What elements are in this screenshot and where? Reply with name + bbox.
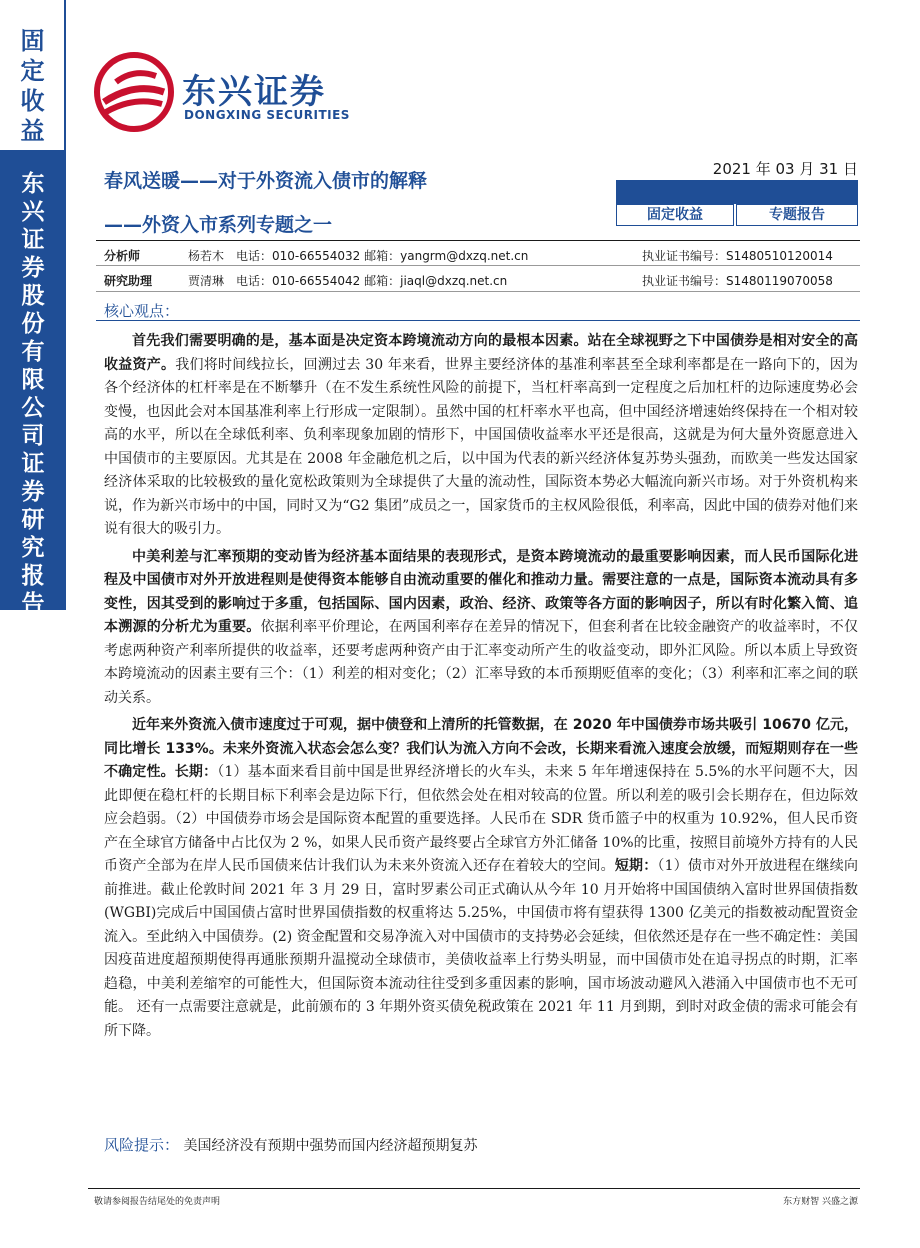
logo-en-text: DONGXING SECURITIES	[184, 108, 350, 122]
report-subtitle: ——外资入市系列专题之一	[104, 214, 333, 236]
paragraph-1	[104, 330, 858, 542]
p3-bold2: 短期：	[614, 858, 658, 874]
p2-text: 依据利率平价理论，在两国利率存在差异的情况下，但套利者在比较金融资产的收益率时，不仅考虑两种资产利率所提供的收益率，还要考虑两种资产由于汇率变动所产生的收益变动，即外汇风险。所以本质上导致资本跨境流动的因素主要有三个：（1）利差的相对变化；（2）汇率导致的本币预期贬值率的变化；（3）利率和汇率之间的联动关系。	[104, 619, 859, 706]
paragraph-3	[104, 714, 858, 1043]
footer-slogan: 东方财智 兴盛之源	[783, 1197, 858, 1207]
report-date: 2021 年 03 月 31 日	[712, 160, 858, 178]
p3-bold: 近年来外资流入债市速度过于可观，据中债登和上清所的托管数据，在 2020 年中国债券市场共吸引 10670 亿元，同比增长 133%。未来外资流入状态会怎么变？我们认为流入方向不会改，长期来看流入速度会放缓，而短期则存在一些不确定性。长期：	[104, 717, 858, 780]
risk-label: 风险提示：	[104, 1136, 180, 1154]
analyst-contact: 电话：010-66554042 邮箱：jiaql@dxzq.net.cn	[236, 274, 508, 288]
core-points-heading: 核心观点：	[104, 302, 180, 320]
p3-text2: （1）债市对外开放进程在继续向前推进。截止伦敦时间 2021 年 3 月 29 日，富时罗素公司正式确认从今年 10 月开始将中国国债纳入富时世界国债指数(WGBI)完成后中国国债占富时世界国债指数的权重将达 5.25%，中国债市将有望获得 1300 亿美元的指数被动配置资金流入。至此纳入中国债券。(2) 资金配置和交易净流入对中国债市的支持势必会延续，但依然还是存在一些不确定性：美国因疫苗进度超预期使得再通胀预期升温搅动全球债市，美债收益率上行势头明显，而中国债市处在追寻拐点的时期，汇率趋稳，中美利差缩窄的可能性大，但国际资本流动往往受到多重因素的影响，国市场波动避风入港涌入中国债市也不无可能。 还有一点需要注意就是，此前颁布的 3 年期外资买债免税政策在 2021 年 11 月到期，到时对政金债的需求可能会有所下降。	[104, 858, 858, 1039]
p3-text: （1）基本面来看目前中国是世界经济增长的火车头，未来 5 年年增速保持在 5.5%的水平问题不大，因此即便在稳杠杆的长期目标下利率会是边际下行，但依然会处在相对较高的位置。所以利差的吸引会长期存在，但边际效应会趋弱。（2）中国债券市场会是国际资本配置的重要选择。人民币在 SDR 货币篮子中的权重为 10.92%，但人民币资产在全球官方储备中占比仅为 2 %，如果人民币资产最终要占全球官方外汇储备 10%的比重，按照目前境外方持有的人民币资产全部为在岸人民币国债来估计我们认为未来外资流入还存在着较大的空间。	[104, 764, 858, 874]
tag-special-report: 专题报告	[736, 204, 858, 226]
analyst-table	[96, 240, 860, 292]
sidebar-category-panel	[0, 0, 66, 150]
sidebar-company-report: 东兴证券股份有限公司证券研究报告	[21, 171, 45, 617]
analyst-row	[96, 266, 860, 292]
footer-divider	[88, 1188, 860, 1189]
report-title: 春风送暖——对于外资流入债市的解释	[104, 170, 428, 192]
logo-cn-text: 东兴证券	[182, 72, 326, 112]
core-divider	[96, 320, 860, 321]
risk-warning	[104, 1134, 477, 1155]
p1-bold: 首先我们需要明确的是，基本面是决定资本跨境流动方向的最根本因素。站在全球视野之下中国债券是相对安全的高收益资产。	[104, 333, 858, 373]
report-body	[104, 330, 858, 1047]
sidebar-company-panel	[0, 150, 66, 617]
p2-bold: 中美利差与汇率预期的变动皆为经济基本面结果的表现形式，是资本跨境流动的最重要影响因素，而人民币国际化进程及中国债市对外开放进程则是使得资本能够自由流动重要的催化和推动力量。需要注意的一点是，国际资本流动具有多变性，因其受到的影响过于多重，包括国际、国内因素，政治、经济、政策等各方面的影响因子，所以有时化繁入简、追本溯源的分析尤为重要。	[104, 548, 858, 635]
paragraph-2	[104, 546, 858, 711]
analyst-role: 分析师	[104, 249, 141, 263]
analyst-license: 执业证书编号：S1480119070058	[642, 274, 833, 288]
analyst-contact: 电话：010-66554032 邮箱：yangrm@dxzq.net.cn	[236, 249, 529, 263]
date-bar	[616, 180, 858, 204]
analyst-license: 执业证书编号：S1480510120014	[642, 249, 833, 263]
tag-fixed-income: 固定收益	[616, 204, 734, 226]
company-logo	[94, 52, 354, 132]
footer-disclaimer: 敬请参阅报告结尾处的免责声明	[94, 1197, 221, 1207]
p1-text: 我们将时间线拉长，回溯过去 30 年来看，世界主要经济体的基准利率甚至全球利率都是在一路向下的，因为各个经济体的杠杆率是在不断攀升（在不发生系统性风险的前提下，当杠杆率高到一定程度之后加杠杆的边际速度势必会变慢，也因此会对本国基准利率上行形成一定限制）。虽然中国的杠杆率水平也高，但中国经济增速始终保持在一个相对较高的水平，所以在全球低利率、负利率现象加剧的情形下，中国国债收益率水平还是很高，这就是为何大量外资愿意进入中国债市的主要原因。尤其是在 2008 年金融危机之后，以中国为代表的新兴经济体复苏势头强劲，而欧美一些发达国家经济体采取的比较极致的量化宽松政策则为全球提供了大量的流动性，国际资本势必大幅流向新兴市场。对于外资机构来说，作为新兴市场中的中国，同时又为“G2 集团”成员之一，国家货币的主权风险很低，利率高，因此中国的债券对他们来说有很大的吸引力。	[104, 356, 858, 537]
analyst-role: 研究助理	[104, 274, 153, 288]
sidebar-category: 固定收益	[20, 27, 46, 145]
analyst-name: 贾清琳	[188, 274, 225, 288]
risk-text: 美国经济没有预期中强势而国内经济超预期复苏	[183, 1138, 478, 1154]
analyst-row	[96, 240, 860, 266]
logo-mark-icon	[94, 52, 174, 132]
analyst-name: 杨若木	[188, 249, 225, 263]
